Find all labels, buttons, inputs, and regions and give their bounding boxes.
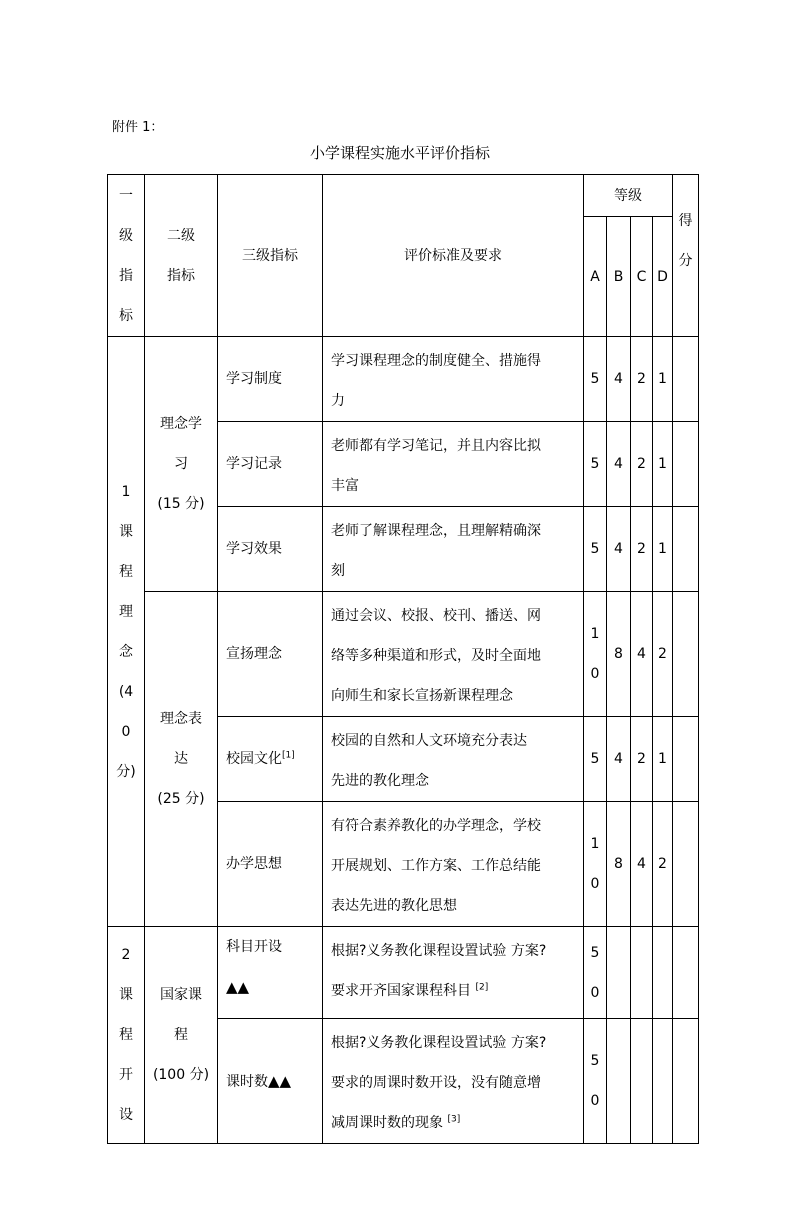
level2-cell: 理念学 习 (15 分)	[145, 337, 218, 592]
grade-a: 5	[584, 422, 607, 507]
header-grade-c: C	[631, 217, 653, 337]
grade-d: 1	[653, 507, 673, 592]
header-level1: 一 级 指 标	[108, 175, 145, 337]
footnote-ref: [1]	[282, 750, 295, 761]
grade-a: 5 0	[584, 927, 607, 1019]
score-cell	[673, 802, 699, 927]
footnote-ref: [2]	[475, 982, 489, 993]
grade-a: 1 0	[584, 592, 607, 717]
score-cell	[673, 717, 699, 802]
score-cell	[673, 592, 699, 717]
level1-cell: 2 课 程 开 设	[108, 927, 145, 1144]
criteria-cell: 根据?义务教化课程设置试验 方案? 要求的周课时数开设，没有随意增 减周课时数的现象 [3]	[323, 1019, 584, 1144]
grade-b: 4	[607, 717, 631, 802]
criteria-cell: 学习课程理念的制度健全、措施得 力	[323, 337, 584, 422]
score-cell	[673, 337, 699, 422]
level3-cell: 学习记录	[218, 422, 323, 507]
grade-d: 1	[653, 337, 673, 422]
table-row	[108, 337, 699, 422]
criteria-cell: 根据?义务教化课程设置试验 方案? 要求开齐国家课程科目 [2]	[323, 927, 584, 1019]
grade-d: 1	[653, 422, 673, 507]
grade-d: 2	[653, 592, 673, 717]
grade-b: 8	[607, 802, 631, 927]
importance-marks: ▲▲	[226, 978, 250, 996]
grade-b: 4	[607, 337, 631, 422]
score-cell	[673, 507, 699, 592]
criteria-cell: 校园的自然和人文环境充分表达 先进的教化理念	[323, 717, 584, 802]
header-grade-a: A	[584, 217, 607, 337]
evaluation-table	[107, 174, 699, 1144]
criteria-cell: 老师了解课程理念，且理解精确深 刻	[323, 507, 584, 592]
grade-c: 2	[631, 507, 653, 592]
score-cell	[673, 422, 699, 507]
level3-cell: 学习效果	[218, 507, 323, 592]
grade-c: 2	[631, 337, 653, 422]
criteria-cell: 通过会议、校报、校刊、播送、网 络等多种渠道和形式，及时全面地 向师生和家长宣扬新课程理念	[323, 592, 584, 717]
level2-cell: 理念表 达 (25 分)	[145, 592, 218, 927]
table-row	[108, 592, 699, 717]
score-cell	[673, 927, 699, 1019]
score-cell	[673, 1019, 699, 1144]
grade-b: 4	[607, 507, 631, 592]
header-grade-d: D	[653, 217, 673, 337]
level2-cell: 国家课 程 (100 分)	[145, 927, 218, 1144]
grade-d	[653, 927, 673, 1019]
table-row	[108, 927, 699, 1019]
grade-d: 2	[653, 802, 673, 927]
grade-c	[631, 1019, 653, 1144]
header-level3: 三级指标	[218, 175, 323, 337]
grade-a: 5	[584, 717, 607, 802]
grade-c: 2	[631, 717, 653, 802]
grade-c	[631, 927, 653, 1019]
grade-c: 2	[631, 422, 653, 507]
header-grade-b: B	[607, 217, 631, 337]
grade-c: 4	[631, 592, 653, 717]
header-score: 得 分	[673, 175, 699, 337]
attachment-label: 附件 1：	[112, 120, 164, 135]
level3-cell: 学习制度	[218, 337, 323, 422]
grade-b	[607, 1019, 631, 1144]
level1-cell: 1 课 程 理 念 (4 0 分)	[108, 337, 145, 927]
level3-cell: 校园文化[1]	[218, 717, 323, 802]
header-grade-group: 等级	[584, 175, 673, 217]
grade-b: 4	[607, 422, 631, 507]
criteria-cell: 有符合素养教化的办学理念，学校 开展规划、工作方案、工作总结能 表达先进的教化思想	[323, 802, 584, 927]
level3-cell: 宣扬理念	[218, 592, 323, 717]
grade-a: 5	[584, 507, 607, 592]
level3-cell: 办学思想	[218, 802, 323, 927]
grade-d	[653, 1019, 673, 1144]
level3-cell: 科目开设 ▲▲	[218, 927, 323, 1019]
footnote-ref: [3]	[447, 1114, 461, 1125]
grade-b	[607, 927, 631, 1019]
grade-a: 5 0	[584, 1019, 607, 1144]
header-level2: 二级 指标	[145, 175, 218, 337]
header-criteria: 评价标准及要求	[323, 175, 584, 337]
grade-a: 1 0	[584, 802, 607, 927]
grade-b: 8	[607, 592, 631, 717]
grade-a: 5	[584, 337, 607, 422]
level3-cell: 课时数▲▲	[218, 1019, 323, 1144]
grade-d: 1	[653, 717, 673, 802]
page-title: 小学课程实施水平评价指标	[309, 144, 490, 162]
criteria-cell: 老师都有学习笔记，并且内容比拟 丰富	[323, 422, 584, 507]
importance-marks: ▲▲	[268, 1071, 292, 1090]
grade-c: 4	[631, 802, 653, 927]
